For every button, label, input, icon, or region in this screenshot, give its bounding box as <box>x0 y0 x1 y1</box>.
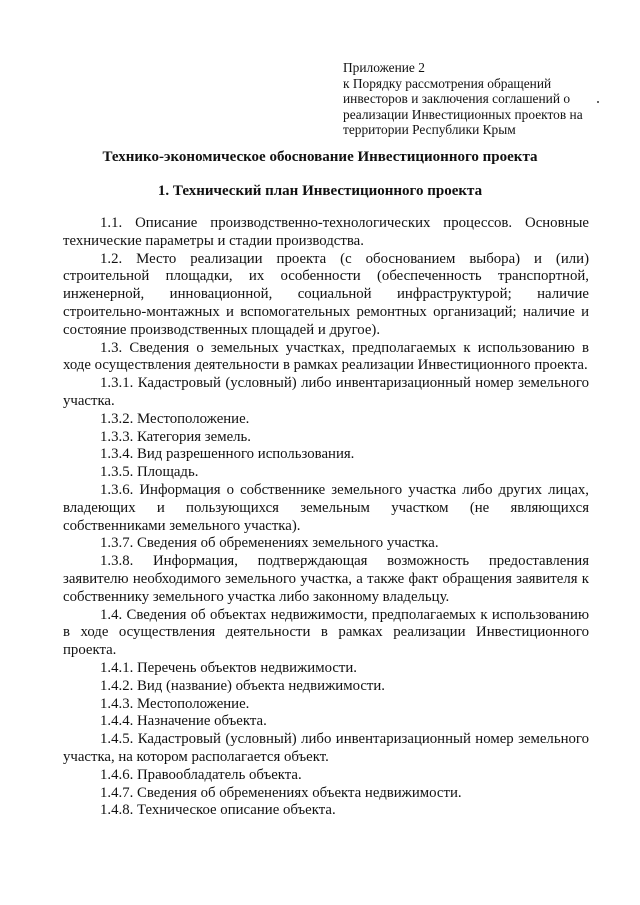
paragraph: 1.4.7. Сведения об обременениях объекта недвижимости. <box>100 784 462 801</box>
paragraph: 1.3.7. Сведения об обременениях земельного участка. <box>100 535 439 552</box>
document-title: Технико-экономическое обоснование Инвестиционного проекта <box>102 149 538 165</box>
scan-speck <box>597 101 599 103</box>
appendix-line: инвесторов и заключения соглашений о <box>343 91 571 107</box>
appendix-line: реализации Инвестиционных проектов на <box>343 106 583 122</box>
paragraph: 1.3.4. Вид разрешенного использования. <box>100 446 355 463</box>
paragraph: 1.4.3. Местоположение. <box>100 695 250 712</box>
appendix-line: к Порядку рассмотрения обращений <box>343 75 552 91</box>
paragraph: 1.3.2. Местоположение. <box>100 410 250 427</box>
section-title: 1. Технический план Инвестиционного проекта <box>157 183 483 199</box>
paragraph: 1.3.8. Информация, подтверждающая возможность предоставления заявителю необходимого земельного участка, а также факт обращения заявителя к собственнику земельного участка либо законному владельцу. <box>63 553 589 605</box>
paragraph: 1.4.1. Перечень объектов недвижимости. <box>100 659 357 676</box>
paragraph: 1.3.5. Площадь. <box>100 464 199 481</box>
paragraph: 1.1. Описание производственно-технологических процессов. Основные технические параметры и стадии производства. <box>63 215 589 249</box>
appendix-header <box>343 60 613 138</box>
appendix-line: территории Республики Крым <box>343 122 516 138</box>
paragraph: 1.4.4. Назначение объекта. <box>100 713 267 730</box>
paragraph: 1.3.1. Кадастровый (условный) либо инвентаризационный номер земельного участка. <box>63 375 589 409</box>
paragraph: 1.4.2. Вид (название) объекта недвижимости. <box>100 677 385 694</box>
paragraph: 1.4.6. Правообладатель объекта. <box>100 766 302 783</box>
appendix-line: Приложение 2 <box>343 60 425 75</box>
paragraph: 1.4.8. Техническое описание объекта. <box>100 802 336 819</box>
paragraph: 1.3.6. Информация о собственнике земельного участка либо других лицах, владеющих и пользующихся земельным участком (не являющихся собственниками земельного участка). <box>63 481 589 534</box>
paragraph: 1.3.3. Категория земель. <box>100 428 251 445</box>
document-body <box>63 215 589 820</box>
paragraph: 1.3. Сведения о земельных участках, предполагаемых к использованию в ходе осуществления деятельности в рамках реализации Инвестиционного проекта. <box>63 339 589 374</box>
paragraph: 1.4. Сведения об объектах недвижимости, предполагаемых к использованию в ходе осуществления деятельности в рамках реализации Инвестиционного проекта. <box>63 606 589 659</box>
paragraph: 1.2. Место реализации проекта (с обоснованием выбора) и (или) строительной площадки, их особенности (обеспеченность транспортной, инженерной, инновационной, социальной инфраструктурой; наличие строительно-монтажных и вспомогательных ремонтных организаций; наличие и состояние производственных площадей и другое). <box>63 250 589 338</box>
paragraph: 1.4.5. Кадастровый (условный) либо инвентаризационный номер земельного участка, на котором располагается объект. <box>63 731 589 765</box>
